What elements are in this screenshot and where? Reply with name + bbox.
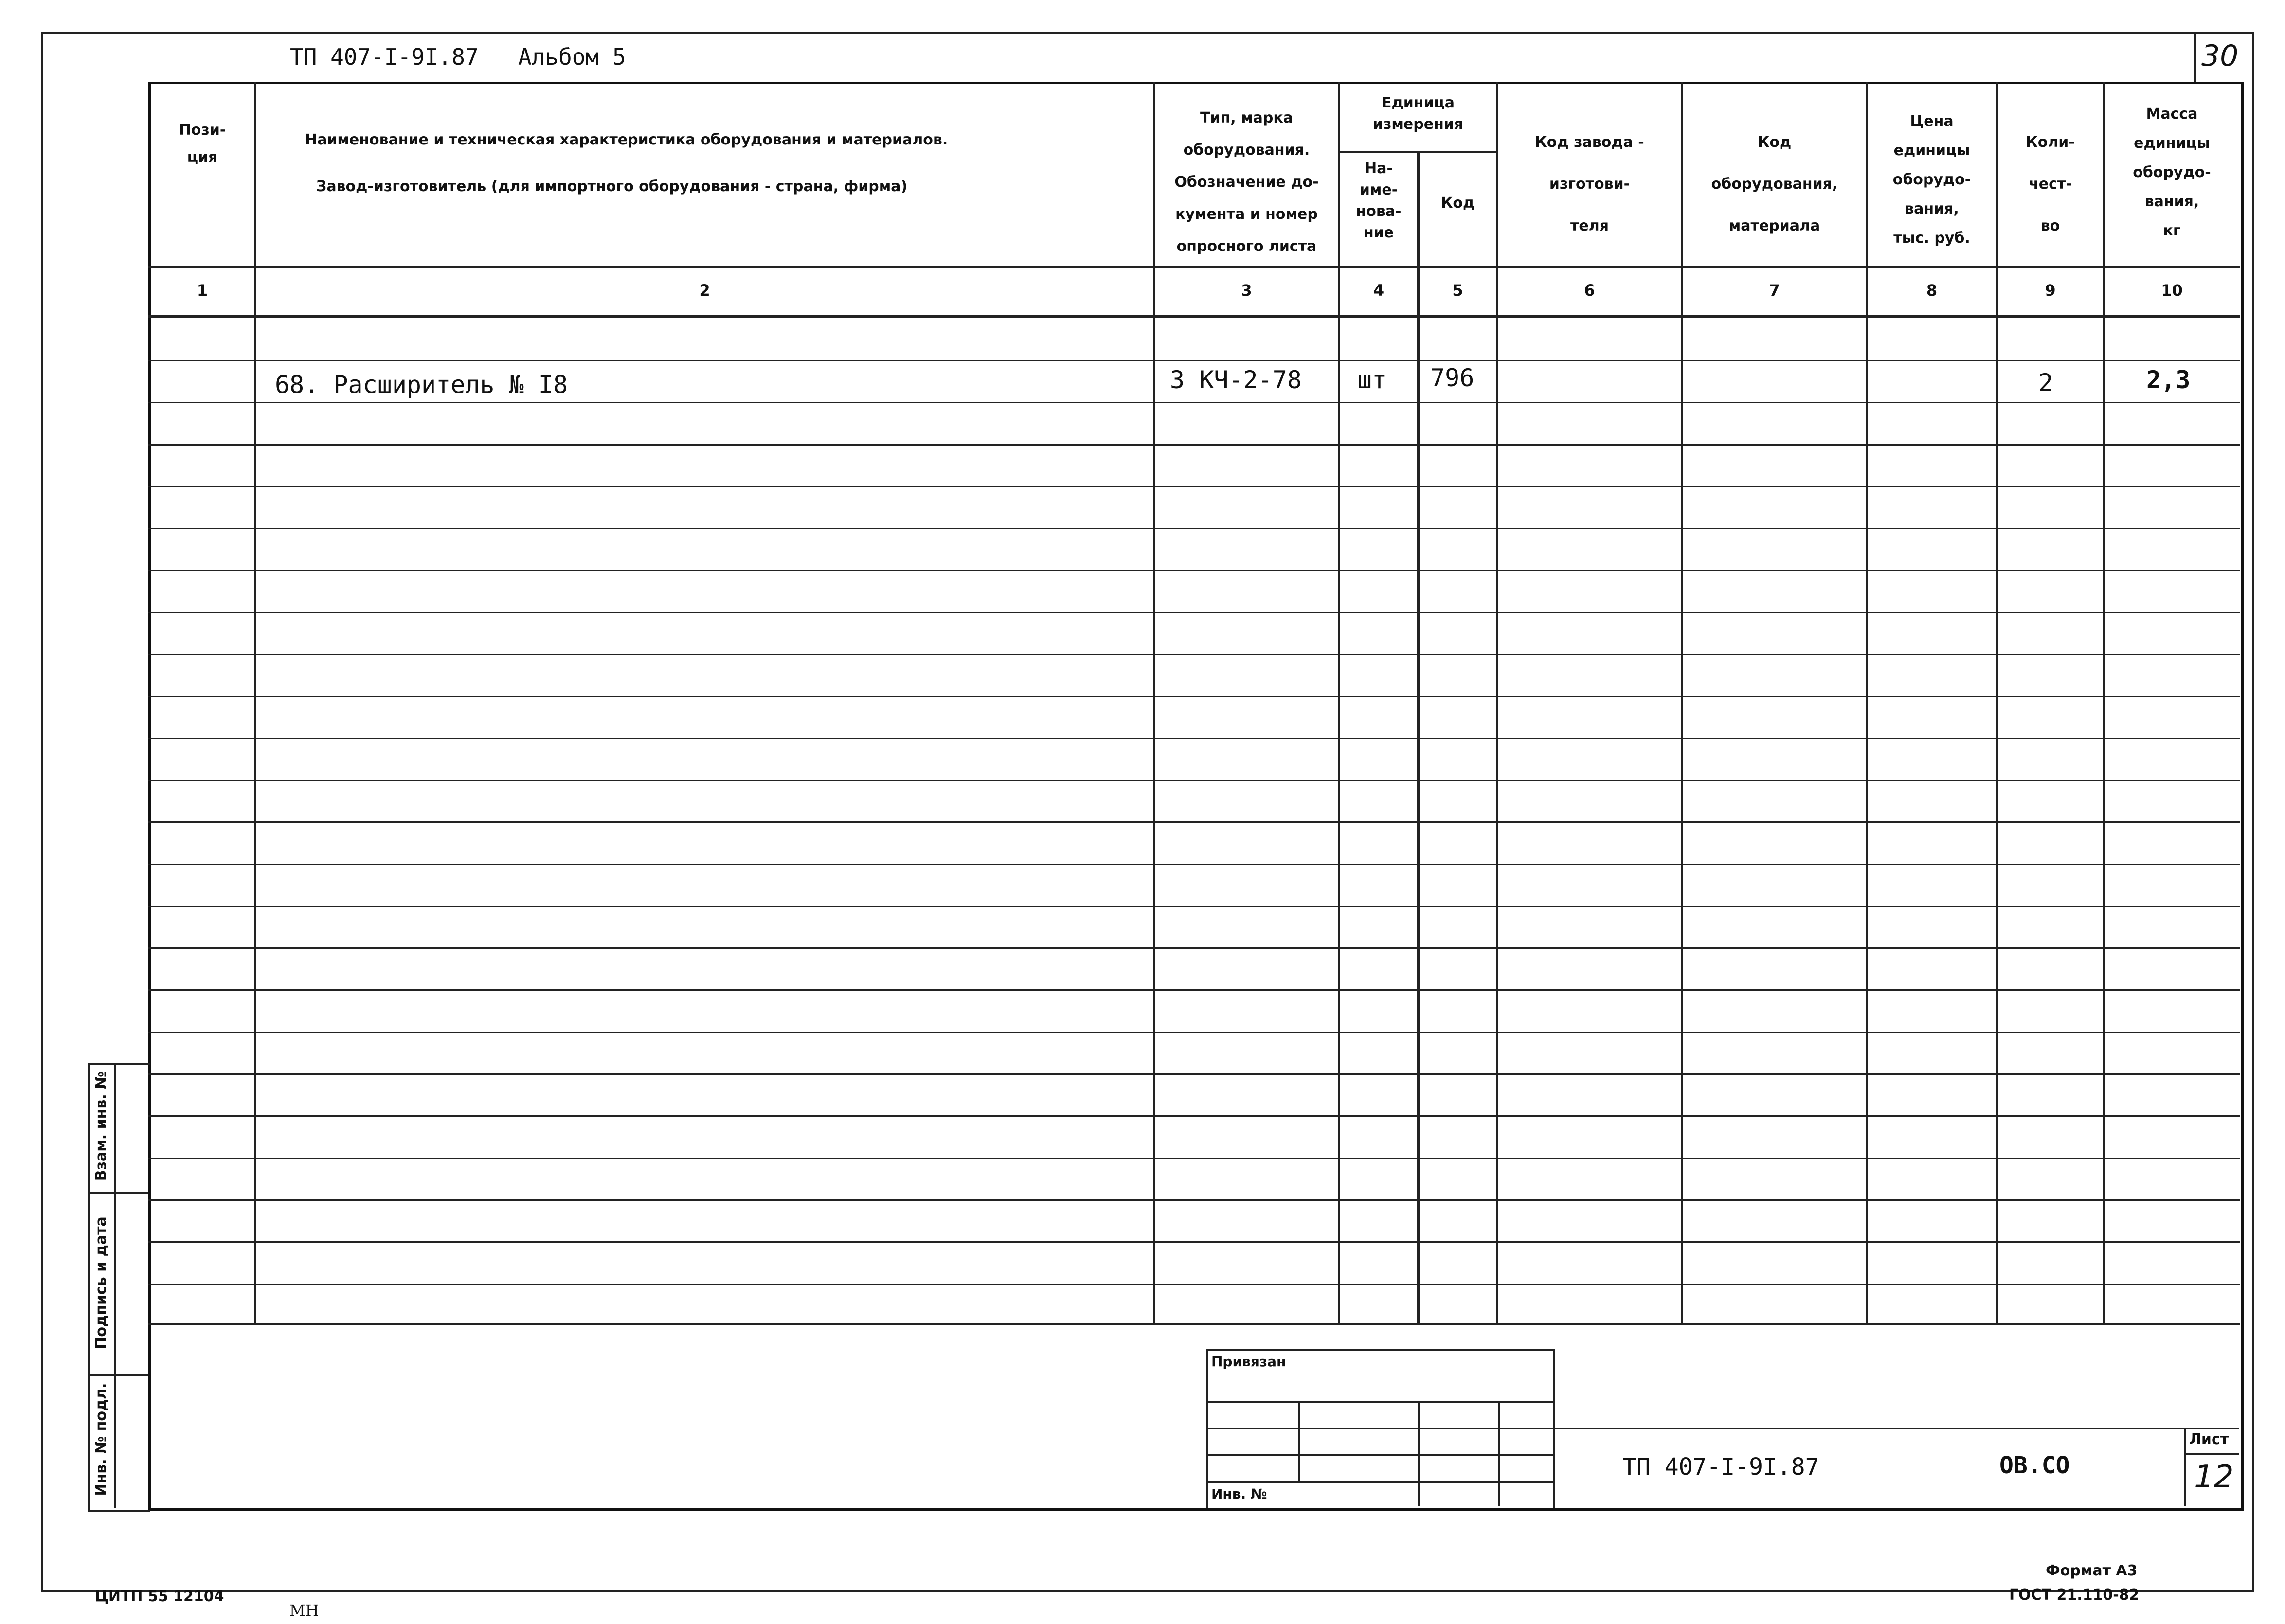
footer-gost: ГОСТ 21.110-82 bbox=[2009, 1587, 2140, 1604]
stamp-code: ТП 407-I-9I.87 bbox=[1622, 1453, 1819, 1481]
side-label-vzam: Взам. инв. № bbox=[92, 1071, 110, 1181]
side-label-podpis: Подпись и дата bbox=[92, 1216, 110, 1349]
table-row-line bbox=[148, 486, 2240, 487]
table-row-line bbox=[148, 821, 2240, 823]
col-line-3 bbox=[1338, 82, 1340, 1324]
colnum-1: 1 bbox=[197, 281, 208, 300]
stamp-vline-3 bbox=[1498, 1401, 1500, 1506]
item-code: 796 bbox=[1430, 364, 1475, 392]
item-qty: 2 bbox=[2038, 369, 2053, 397]
table-row-line bbox=[148, 1199, 2240, 1201]
footer-left-mark: МН bbox=[289, 1601, 319, 1620]
colnum-8: 8 bbox=[1926, 281, 1938, 300]
table-row-line bbox=[148, 1115, 2240, 1117]
table-row-line bbox=[148, 1284, 2240, 1285]
title-block-top bbox=[1551, 1428, 2239, 1429]
table-row-line bbox=[148, 906, 2240, 907]
table-row-line bbox=[148, 947, 2240, 949]
stamp-vline-2 bbox=[1418, 1401, 1420, 1506]
col4-header: На- име- нова- ние bbox=[1356, 160, 1402, 241]
table-row-line bbox=[148, 1073, 2240, 1075]
stamp-line-4 bbox=[1206, 1481, 1553, 1483]
stamp-line-3 bbox=[1206, 1454, 1553, 1456]
colnum-9: 9 bbox=[2045, 281, 2056, 300]
footer-left: ЦИТП 55 12104 bbox=[95, 1588, 224, 1605]
table-row-line bbox=[148, 1032, 2240, 1033]
table-row-line bbox=[148, 444, 2240, 446]
table-row-line bbox=[148, 1241, 2240, 1243]
list-number: 12 bbox=[2194, 1459, 2234, 1495]
numbers-bottom-line bbox=[148, 315, 2240, 318]
stamp-inv-no: Инв. № bbox=[1211, 1486, 1267, 1502]
item-mass: 2,3 bbox=[2146, 366, 2191, 394]
colnum-7: 7 bbox=[1769, 281, 1780, 300]
colnum-5: 5 bbox=[1452, 281, 1463, 300]
col9-header: Коли- чест- во bbox=[2026, 134, 2075, 234]
col-line-6 bbox=[1681, 82, 1683, 1324]
item-name: 68. Расширитель № I8 bbox=[275, 371, 568, 399]
colnum-6: 6 bbox=[1584, 281, 1595, 300]
header-bottom-line bbox=[148, 266, 2240, 268]
col-line-2 bbox=[1153, 82, 1155, 1324]
stamp-vline-1 bbox=[1298, 1401, 1300, 1483]
table-row-line bbox=[148, 780, 2240, 781]
colnum-2: 2 bbox=[699, 281, 710, 300]
colnum-4: 4 bbox=[1373, 281, 1385, 300]
col-line-1 bbox=[254, 82, 256, 1324]
stamp-privyazan: Привязан bbox=[1211, 1354, 1286, 1370]
col-line-8 bbox=[1996, 82, 1998, 1324]
table-bottom-line bbox=[148, 1323, 2240, 1325]
stamp-section: ОВ.СО bbox=[1999, 1452, 2070, 1479]
col10-header: Масса единицы оборудо- вания, кг bbox=[2133, 106, 2211, 239]
table-row-line bbox=[148, 360, 2240, 361]
side-strip-divider bbox=[114, 1063, 116, 1508]
col3-header: Тип, марка оборудования. Обозначение до- кумента и номер опросного листа bbox=[1174, 109, 1319, 255]
table-row-line bbox=[148, 696, 2240, 697]
table-row-line bbox=[148, 989, 2240, 991]
item-unit: шт bbox=[1357, 366, 1387, 394]
table-row-line bbox=[148, 528, 2240, 529]
list-box-line bbox=[2184, 1453, 2239, 1455]
col6-header: Код завода - изготови- теля bbox=[1535, 134, 1644, 234]
col2-header-line1: Наименование и техническая характеристика оборудования и материалов. bbox=[305, 131, 948, 148]
col-line-9 bbox=[2103, 82, 2105, 1324]
table-row-line bbox=[148, 654, 2240, 655]
footer-format: Формат А3 bbox=[2046, 1562, 2138, 1579]
col-line-5 bbox=[1496, 82, 1498, 1324]
col8-header: Цена единицы оборудо- вания, тыс. руб. bbox=[1892, 113, 1971, 247]
unit-header: Единица измерения bbox=[1372, 94, 1464, 133]
table-row-line bbox=[148, 612, 2240, 613]
header-code: ТП 407-I-9I.87 bbox=[290, 44, 479, 70]
table-row-line bbox=[148, 738, 2240, 739]
stamp-line-1 bbox=[1206, 1401, 1553, 1403]
table-row-line bbox=[148, 402, 2240, 403]
side-label-inv: Инв. № подл. bbox=[92, 1383, 110, 1496]
item-doc: З КЧ-2-78 bbox=[1170, 366, 1302, 394]
sheet-number: 30 bbox=[2201, 39, 2239, 73]
table-row-line bbox=[148, 570, 2240, 571]
list-label: Лист bbox=[2189, 1431, 2229, 1448]
col1-header: Пози- ция bbox=[179, 122, 226, 166]
col-line-7 bbox=[1866, 82, 1868, 1324]
colnum-10: 10 bbox=[2161, 281, 2183, 300]
table-row-line bbox=[148, 864, 2240, 865]
header-sub-line bbox=[1338, 151, 1498, 153]
colnum-3: 3 bbox=[1241, 281, 1252, 300]
col2-header-line2: Завод-изготовитель (для импортного оборудования - страна, фирма) bbox=[316, 178, 908, 195]
album-label: Альбом 5 bbox=[518, 44, 626, 70]
col7-header: Код оборудования, материала bbox=[1711, 134, 1838, 234]
stamp-line-2 bbox=[1206, 1428, 1553, 1429]
col5-header: Код bbox=[1440, 195, 1475, 212]
table-row-line bbox=[148, 1158, 2240, 1159]
